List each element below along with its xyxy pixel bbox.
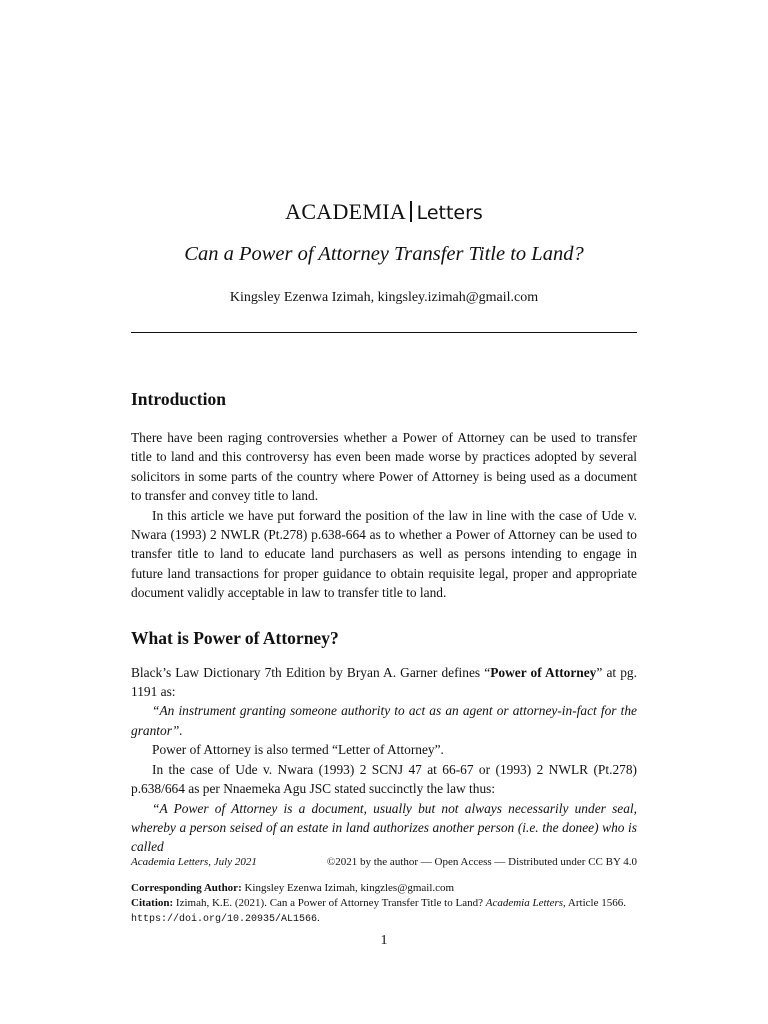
license-notice: ©2021 by the author — Open Access — Distributed under CC BY 4.0 [326,856,637,868]
quote-definition: “An instrument granting someone authority to act as an agent or attorney-in-fact for the grantor”. [131,703,637,738]
intro-paragraph-2: In this article we have put forward the position of the law in line with the case of Ude v. Nwara (1993) 2 NWLR (Pt.278) p.638-664 as to whether a Power of Attorney can be used to transfer title to land to educate land purchasers as well as persons intending to engage in future land transactions for proper guidance to obtain requisite legal, proper and appropriate document validly acceptable in law to transfer title to land. [131,507,637,601]
masthead-divider [410,201,412,222]
journal-issue: Academia Letters, July 2021 [131,856,257,868]
journal-section: Letters [416,202,483,224]
section-heading-introduction: Introduction [131,389,226,409]
poa-paragraph-2: Power of Attorney is also termed “Letter of Attorney”. [152,742,444,758]
doi-link[interactable]: https://doi.org/10.20935/AL1566 [131,914,318,925]
journal-masthead [0,198,768,227]
citation: Citation: Izimah, K.E. (2021). Can a Power of Attorney Transfer Title to Land? Academia Letters, Article 1566. https://doi.org/10.20935/AL1566. [131,897,626,925]
poa-paragraph-3: In the case of Ude v. Nwara (1993) 2 SCNJ 47 at 66-67 or (1993) 2 NWLR (Pt.278) p.638/664 as per Nnaemeka Agu JSC stated succinctly the law thus: [131,761,637,797]
section-heading-power-of-attorney: What is Power of Attorney? [131,627,339,648]
journal-brand: ACADEMIA [285,199,407,224]
definition-paragraph: Black’s Law Dictionary 7th Edition by Bryan A. Garner defines “Power of Attorney” at pg. 1191 as: [131,664,637,700]
footer-notes [131,881,637,927]
quote-case-law: “A Power of Attorney is a document, usually but not always necessarily under seal, whereby a person seised of an estate in land authorizes another person (i.e. the donee) who is called [131,800,637,855]
defined-term: Power of Attorney [490,664,597,680]
header-rule [131,332,637,333]
article-body [131,386,637,857]
corresponding-author: Corresponding Author: Kingsley Ezenwa Izimah, kingzles@gmail.com [131,882,455,894]
intro-paragraph-1: There have been raging controversies whether a Power of Attorney can be used to transfer title to land and this controversy has even been made worse by practices adopted by several solicitors in some parts of the country where Power of Attorney is being used as a document to transfer and convey title to land. [131,430,637,504]
page-number: 1 [380,933,388,948]
article-title: Can a Power of Attorney Transfer Title to Land? [184,243,584,265]
author-byline: Kingsley Ezenwa Izimah, kingsley.izimah@gmail.com [229,290,539,305]
